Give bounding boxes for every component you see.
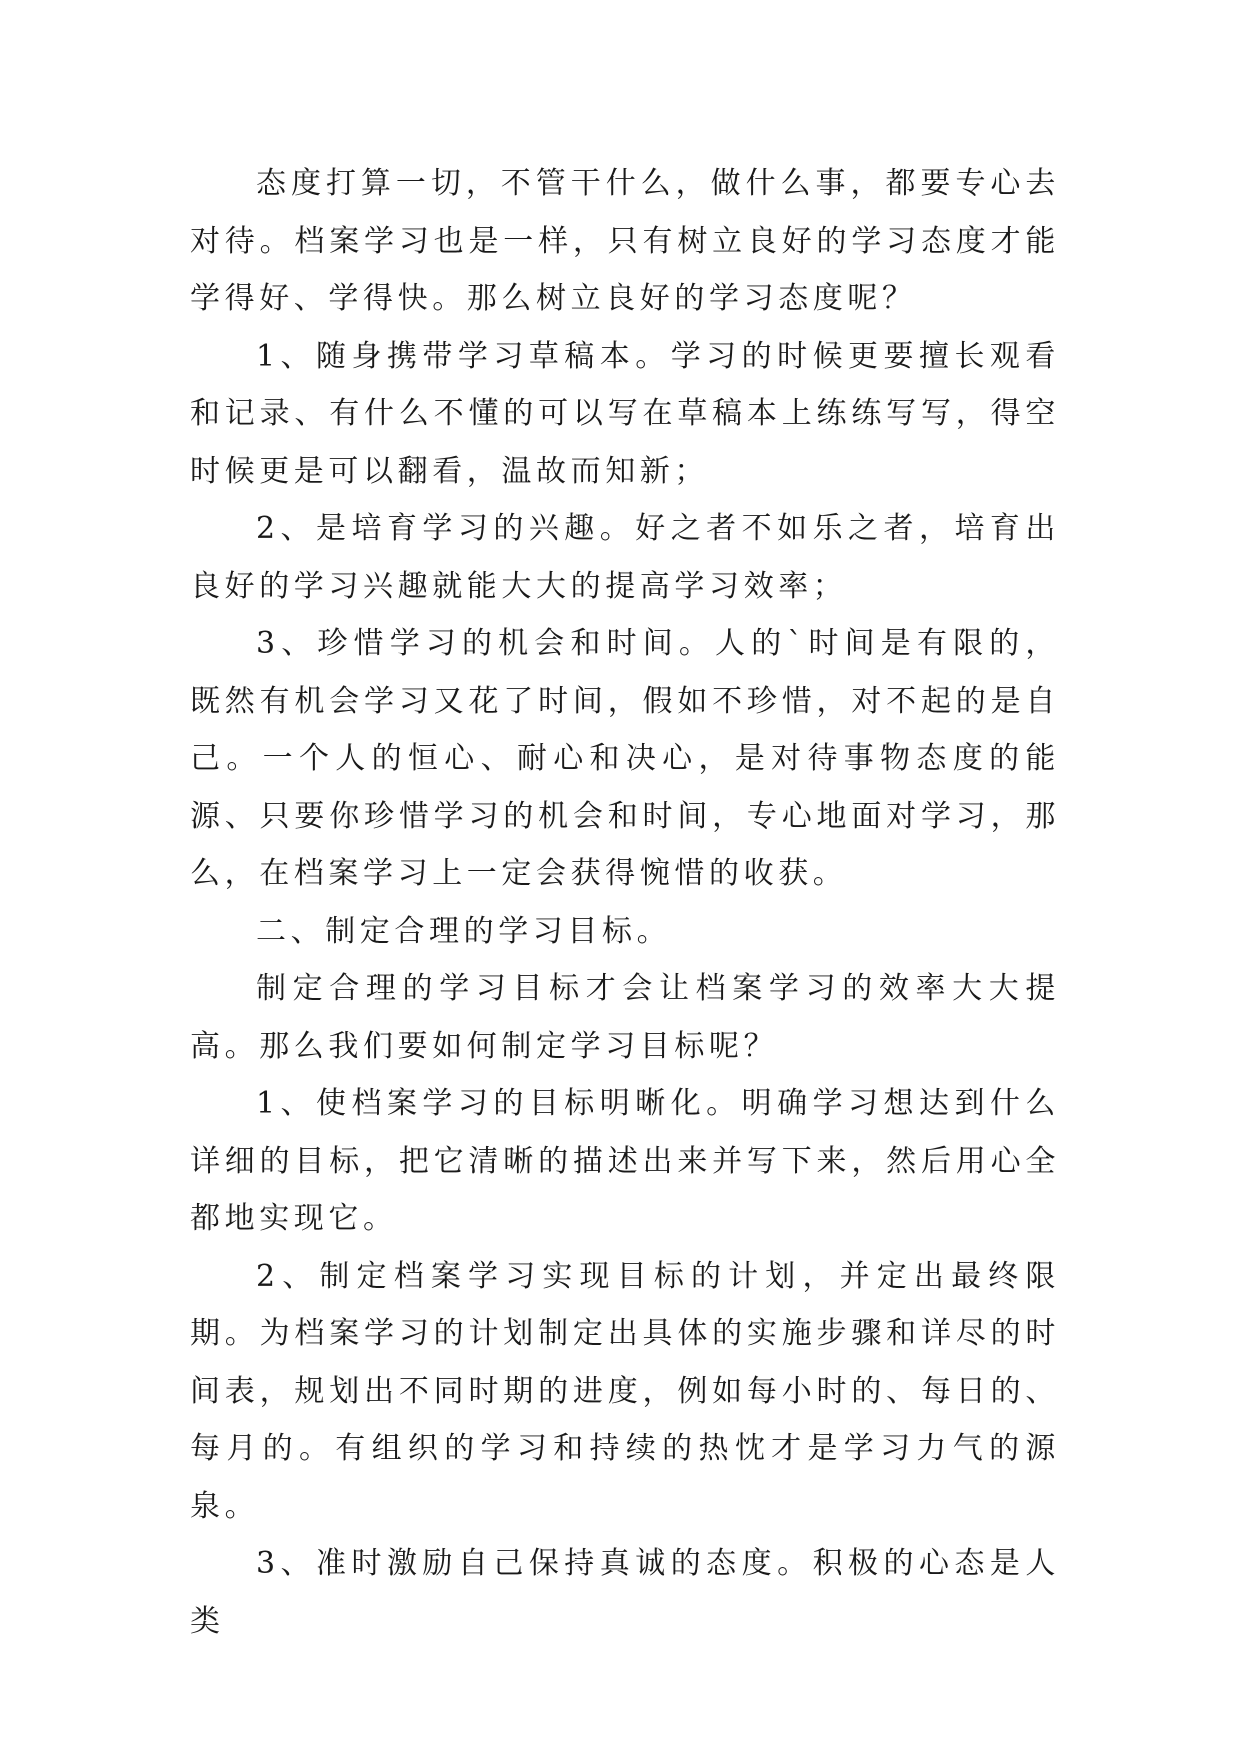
paragraph-item-motivate: 3、准时激励自己保持真诚的态度。积极的心态是人类 [190,1546,1060,1639]
paragraph-goals-intro: 制定合理的学习目标才会让档案学习的效率大大提高。那么我们要如何制定学习目标呢？ [190,971,1060,1064]
paragraph-item-clear-goal: 1、使档案学习的目标明晰化。明确学习想达到什么详细的目标，把它清晰的描述出来并写下来，然后用心全都地实现它。 [190,1086,1060,1236]
paragraph-item-plan: 2、制定档案学习实现目标的计划，并定出最终限期。为档案学习的计划制定出具体的实施步骤和详尽的时间表，规划出不同时期的进度，例如每小时的、每日的、每月的。有组织的学习和持续的热忱才是学习力气的源泉。 [190,1258,1060,1524]
paragraph-item-notebook: 1、随身携带学习草稿本。学习的时候更要擅长观看和记录、有什么不懂的可以写在草稿本上练练写写，得空时候更是可以翻看，温故而知新； [190,338,1060,489]
paragraph-item-cherish-time: 3、珍惜学习的机会和时间。人的`时间是有限的，既然有机会学习又花了时间，假如不珍惜，对不起的是自己。一个人的恒心、耐心和决心，是对待事物态度的能源、只要你珍惜学习的机会和时间，专心地面对学习，那么，在档案学习上一定会获得惋惜的收获。 [190,626,1060,891]
paragraph-intro: 态度打算一切，不管干什么，做什么事，都要专心去对待。档案学习也是一样，只有树立良好的学习态度才能学得好、学得快。那么树立良好的学习态度呢？ [190,166,1060,316]
section-heading-goals: 二、制定合理的学习目标。 [256,913,672,949]
paragraph-item-interest: 2、是培育学习的兴趣。好之者不如乐之者，培育出良好的学习兴趣就能大大的提高学习效率； [190,511,1060,604]
document-body [190,155,1060,1650]
